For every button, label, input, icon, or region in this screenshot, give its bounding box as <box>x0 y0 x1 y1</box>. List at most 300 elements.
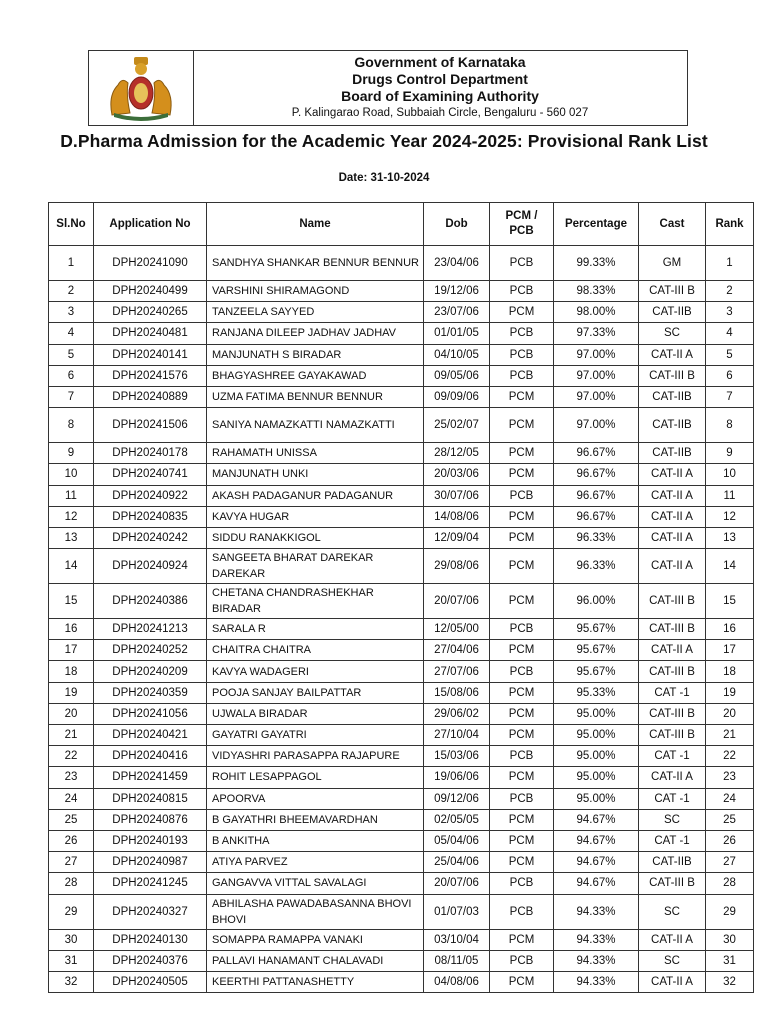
cell-dob: 20/07/06 <box>424 584 490 619</box>
cell-cast: CAT-III B <box>639 725 706 746</box>
cell-name: POOJA SANJAY BAILPATTAR <box>207 682 424 703</box>
cell-name: UZMA FATIMA BENNUR BENNUR <box>207 386 424 407</box>
cell-pcm-pcb: PCM <box>490 584 554 619</box>
cell-dob: 12/09/04 <box>424 527 490 548</box>
cell-rank: 4 <box>706 323 754 344</box>
cell-pcm-pcb: PCM <box>490 386 554 407</box>
cell-name: ABHILASHA PAWADABASANNA BHOVI BHOVI <box>207 894 424 929</box>
page-title: D.Pharma Admission for the Academic Year 2024-2025: Provisional Rank List <box>60 131 708 151</box>
table-row <box>49 894 754 929</box>
table-row <box>49 661 754 682</box>
cell-slno: 6 <box>49 365 94 386</box>
cell-rank: 11 <box>706 485 754 506</box>
cell-percentage: 95.67% <box>554 661 639 682</box>
cell-cast: CAT-IIB <box>639 852 706 873</box>
cell-cast: CAT -1 <box>639 682 706 703</box>
table-row <box>49 302 754 323</box>
col-header-pcm-pcb: PCM / PCB <box>490 203 554 246</box>
cell-percentage: 96.33% <box>554 549 639 584</box>
cell-rank: 2 <box>706 281 754 302</box>
cell-name: PALLAVI HANAMANT CHALAVADI <box>207 950 424 971</box>
cell-slno: 22 <box>49 746 94 767</box>
cell-application-no: DPH20240924 <box>94 549 207 584</box>
cell-cast: SC <box>639 894 706 929</box>
cell-name: VARSHINI SHIRAMAGOND <box>207 281 424 302</box>
col-header-rank: Rank <box>706 203 754 246</box>
cell-slno: 32 <box>49 971 94 992</box>
cell-application-no: DPH20240386 <box>94 584 207 619</box>
cell-cast: CAT-II A <box>639 971 706 992</box>
table-row <box>49 485 754 506</box>
cell-slno: 26 <box>49 830 94 851</box>
cell-application-no: DPH20241090 <box>94 246 207 281</box>
cell-dob: 02/05/05 <box>424 809 490 830</box>
cell-dob: 20/03/06 <box>424 464 490 485</box>
table-row <box>49 246 754 281</box>
cell-slno: 7 <box>49 386 94 407</box>
cell-application-no: DPH20240141 <box>94 344 207 365</box>
cell-percentage: 95.67% <box>554 640 639 661</box>
cell-percentage: 97.33% <box>554 323 639 344</box>
cell-application-no: DPH20240178 <box>94 443 207 464</box>
cell-pcm-pcb: PCM <box>490 725 554 746</box>
cell-percentage: 96.67% <box>554 506 639 527</box>
rank-list-table <box>48 202 754 993</box>
cell-application-no: DPH20240359 <box>94 682 207 703</box>
cell-percentage: 94.33% <box>554 894 639 929</box>
cell-dob: 04/08/06 <box>424 971 490 992</box>
cell-slno: 31 <box>49 950 94 971</box>
cell-dob: 23/04/06 <box>424 246 490 281</box>
cell-percentage: 94.33% <box>554 929 639 950</box>
cell-rank: 29 <box>706 894 754 929</box>
cell-slno: 29 <box>49 894 94 929</box>
cell-rank: 24 <box>706 788 754 809</box>
cell-cast: CAT-IIB <box>639 386 706 407</box>
table-row <box>49 950 754 971</box>
cell-dob: 12/05/00 <box>424 619 490 640</box>
cell-dob: 30/07/06 <box>424 485 490 506</box>
cell-name: VIDYASHRI PARASAPPA RAJAPURE <box>207 746 424 767</box>
cell-name: SOMAPPA RAMAPPA VANAKI <box>207 929 424 950</box>
cell-cast: GM <box>639 246 706 281</box>
table-body <box>49 246 754 993</box>
cell-application-no: DPH20241459 <box>94 767 207 788</box>
cell-pcm-pcb: PCM <box>490 809 554 830</box>
table-row <box>49 682 754 703</box>
cell-slno: 8 <box>49 408 94 443</box>
cell-cast: CAT-III B <box>639 873 706 894</box>
cell-dob: 08/11/05 <box>424 950 490 971</box>
cell-cast: CAT-II A <box>639 485 706 506</box>
cell-name: GANGAVVA VITTAL SAVALAGI <box>207 873 424 894</box>
cell-cast: CAT-II A <box>639 344 706 365</box>
cell-rank: 15 <box>706 584 754 619</box>
cell-name: B GAYATHRI BHEEMAVARDHAN <box>207 809 424 830</box>
cell-dob: 15/03/06 <box>424 746 490 767</box>
cell-cast: CAT-II A <box>639 929 706 950</box>
table-row <box>49 929 754 950</box>
cell-rank: 8 <box>706 408 754 443</box>
cell-dob: 01/07/03 <box>424 894 490 929</box>
cell-rank: 27 <box>706 852 754 873</box>
cell-application-no: DPH20240130 <box>94 929 207 950</box>
cell-name: ROHIT LESAPPAGOL <box>207 767 424 788</box>
cell-rank: 31 <box>706 950 754 971</box>
cell-cast: SC <box>639 950 706 971</box>
cell-rank: 7 <box>706 386 754 407</box>
col-header-slno: Sl.No <box>49 203 94 246</box>
cell-cast: CAT -1 <box>639 746 706 767</box>
cell-pcm-pcb: PCM <box>490 408 554 443</box>
cell-dob: 19/12/06 <box>424 281 490 302</box>
cell-percentage: 97.00% <box>554 365 639 386</box>
cell-rank: 32 <box>706 971 754 992</box>
cell-percentage: 94.67% <box>554 852 639 873</box>
cell-pcm-pcb: PCM <box>490 640 554 661</box>
cell-pcm-pcb: PCB <box>490 485 554 506</box>
cell-name: ATIYA PARVEZ <box>207 852 424 873</box>
cell-name: TANZEELA SAYYED <box>207 302 424 323</box>
department-line: Drugs Control Department <box>352 71 528 87</box>
cell-application-no: DPH20240505 <box>94 971 207 992</box>
cell-name: SANGEETA BHARAT DAREKAR DAREKAR <box>207 549 424 584</box>
cell-cast: CAT -1 <box>639 830 706 851</box>
cell-application-no: DPH20240741 <box>94 464 207 485</box>
cell-rank: 30 <box>706 929 754 950</box>
cell-application-no: DPH20240416 <box>94 746 207 767</box>
cell-application-no: DPH20240876 <box>94 809 207 830</box>
table-row <box>49 619 754 640</box>
cell-pcm-pcb: PCB <box>490 246 554 281</box>
cell-percentage: 95.33% <box>554 682 639 703</box>
cell-application-no: DPH20241056 <box>94 703 207 724</box>
cell-dob: 25/04/06 <box>424 852 490 873</box>
table-row <box>49 746 754 767</box>
cell-name: MANJUNATH S BIRADAR <box>207 344 424 365</box>
cell-name: AKASH PADAGANUR PADAGANUR <box>207 485 424 506</box>
cell-pcm-pcb: PCM <box>490 971 554 992</box>
cell-dob: 20/07/06 <box>424 873 490 894</box>
cell-percentage: 95.67% <box>554 619 639 640</box>
cell-dob: 14/08/06 <box>424 506 490 527</box>
header-box <box>88 50 688 126</box>
cell-rank: 17 <box>706 640 754 661</box>
cell-slno: 2 <box>49 281 94 302</box>
cell-rank: 5 <box>706 344 754 365</box>
col-header-application-no: Application No <box>94 203 207 246</box>
cell-cast: CAT-III B <box>639 703 706 724</box>
cell-application-no: DPH20240265 <box>94 302 207 323</box>
cell-application-no: DPH20241576 <box>94 365 207 386</box>
cell-name: KEERTHI PATTANASHETTY <box>207 971 424 992</box>
cell-cast: CAT-III B <box>639 584 706 619</box>
cell-slno: 4 <box>49 323 94 344</box>
document-date: Date: 31-10-2024 <box>338 172 430 184</box>
government-line: Government of Karnataka <box>354 54 526 70</box>
cell-dob: 27/04/06 <box>424 640 490 661</box>
cell-percentage: 95.00% <box>554 703 639 724</box>
cell-slno: 15 <box>49 584 94 619</box>
cell-name: UJWALA BIRADAR <box>207 703 424 724</box>
cell-slno: 10 <box>49 464 94 485</box>
cell-percentage: 95.00% <box>554 725 639 746</box>
cell-dob: 09/09/06 <box>424 386 490 407</box>
cell-application-no: DPH20241213 <box>94 619 207 640</box>
cell-pcm-pcb: PCM <box>490 302 554 323</box>
cell-percentage: 96.00% <box>554 584 639 619</box>
cell-application-no: DPH20240209 <box>94 661 207 682</box>
cell-rank: 18 <box>706 661 754 682</box>
cell-dob: 01/01/05 <box>424 323 490 344</box>
cell-dob: 27/10/04 <box>424 725 490 746</box>
cell-cast: CAT-III B <box>639 281 706 302</box>
cell-percentage: 95.00% <box>554 788 639 809</box>
cell-dob: 05/04/06 <box>424 830 490 851</box>
cell-pcm-pcb: PCB <box>490 950 554 971</box>
cell-percentage: 94.67% <box>554 830 639 851</box>
cell-application-no: DPH20240193 <box>94 830 207 851</box>
cell-percentage: 94.67% <box>554 809 639 830</box>
cell-name: RAHAMATH UNISSA <box>207 443 424 464</box>
cell-dob: 15/08/06 <box>424 682 490 703</box>
cell-percentage: 96.67% <box>554 443 639 464</box>
cell-application-no: DPH20241245 <box>94 873 207 894</box>
cell-cast: CAT-III B <box>639 365 706 386</box>
cell-pcm-pcb: PCM <box>490 549 554 584</box>
cell-pcm-pcb: PCM <box>490 852 554 873</box>
cell-pcm-pcb: PCB <box>490 619 554 640</box>
cell-rank: 22 <box>706 746 754 767</box>
cell-slno: 11 <box>49 485 94 506</box>
cell-rank: 9 <box>706 443 754 464</box>
cell-pcm-pcb: PCM <box>490 767 554 788</box>
state-emblem-icon <box>98 55 184 121</box>
table-row <box>49 703 754 724</box>
cell-application-no: DPH20240889 <box>94 386 207 407</box>
cell-pcm-pcb: PCB <box>490 788 554 809</box>
cell-pcm-pcb: PCM <box>490 506 554 527</box>
cell-slno: 28 <box>49 873 94 894</box>
table-row <box>49 788 754 809</box>
cell-name: CHAITRA CHAITRA <box>207 640 424 661</box>
table-row <box>49 365 754 386</box>
cell-percentage: 95.00% <box>554 746 639 767</box>
cell-application-no: DPH20240987 <box>94 852 207 873</box>
cell-cast: CAT-II A <box>639 506 706 527</box>
cell-application-no: DPH20240327 <box>94 894 207 929</box>
cell-name: GAYATRI GAYATRI <box>207 725 424 746</box>
cell-application-no: DPH20241506 <box>94 408 207 443</box>
table-row <box>49 281 754 302</box>
cell-name: BHAGYASHREE GAYAKAWAD <box>207 365 424 386</box>
cell-percentage: 98.33% <box>554 281 639 302</box>
cell-slno: 30 <box>49 929 94 950</box>
table-row <box>49 549 754 584</box>
cell-dob: 19/06/06 <box>424 767 490 788</box>
cell-application-no: DPH20240499 <box>94 281 207 302</box>
cell-name: KAVYA HUGAR <box>207 506 424 527</box>
cell-dob: 25/02/07 <box>424 408 490 443</box>
cell-dob: 09/05/06 <box>424 365 490 386</box>
cell-rank: 21 <box>706 725 754 746</box>
col-header-percentage: Percentage <box>554 203 639 246</box>
cell-cast: CAT-II A <box>639 464 706 485</box>
cell-slno: 5 <box>49 344 94 365</box>
cell-cast: CAT-IIB <box>639 302 706 323</box>
cell-dob: 03/10/04 <box>424 929 490 950</box>
cell-slno: 9 <box>49 443 94 464</box>
table-row <box>49 830 754 851</box>
cell-percentage: 96.67% <box>554 485 639 506</box>
cell-application-no: DPH20240815 <box>94 788 207 809</box>
cell-rank: 3 <box>706 302 754 323</box>
cell-pcm-pcb: PCB <box>490 323 554 344</box>
cell-name: B ANKITHA <box>207 830 424 851</box>
authority-line: Board of Examining Authority <box>341 88 539 104</box>
cell-rank: 12 <box>706 506 754 527</box>
cell-pcm-pcb: PCB <box>490 344 554 365</box>
cell-percentage: 98.00% <box>554 302 639 323</box>
cell-cast: CAT-II A <box>639 527 706 548</box>
cell-application-no: DPH20240242 <box>94 527 207 548</box>
cell-cast: SC <box>639 809 706 830</box>
cell-cast: SC <box>639 323 706 344</box>
table-row <box>49 443 754 464</box>
table-row <box>49 527 754 548</box>
cell-application-no: DPH20240835 <box>94 506 207 527</box>
cell-cast: CAT-IIB <box>639 443 706 464</box>
karnataka-emblem <box>89 51 194 125</box>
cell-slno: 3 <box>49 302 94 323</box>
cell-cast: CAT-III B <box>639 661 706 682</box>
table-row <box>49 464 754 485</box>
cell-percentage: 94.67% <box>554 873 639 894</box>
cell-percentage: 96.33% <box>554 527 639 548</box>
table-row <box>49 323 754 344</box>
cell-pcm-pcb: PCM <box>490 527 554 548</box>
cell-cast: CAT-IIB <box>639 408 706 443</box>
cell-percentage: 95.00% <box>554 767 639 788</box>
cell-name: SANIYA NAMAZKATTI NAMAZKATTI <box>207 408 424 443</box>
cell-name: CHETANA CHANDRASHEKHAR BIRADAR <box>207 584 424 619</box>
cell-slno: 27 <box>49 852 94 873</box>
cell-rank: 20 <box>706 703 754 724</box>
cell-application-no: DPH20240922 <box>94 485 207 506</box>
cell-application-no: DPH20240376 <box>94 950 207 971</box>
cell-pcm-pcb: PCM <box>490 830 554 851</box>
table-row <box>49 971 754 992</box>
cell-pcm-pcb: PCB <box>490 365 554 386</box>
cell-dob: 29/06/02 <box>424 703 490 724</box>
table-header-row <box>49 203 754 246</box>
cell-slno: 13 <box>49 527 94 548</box>
cell-rank: 23 <box>706 767 754 788</box>
cell-cast: CAT-II A <box>639 549 706 584</box>
cell-pcm-pcb: PCM <box>490 929 554 950</box>
table-row <box>49 386 754 407</box>
cell-slno: 16 <box>49 619 94 640</box>
cell-dob: 09/12/06 <box>424 788 490 809</box>
cell-rank: 10 <box>706 464 754 485</box>
cell-percentage: 96.67% <box>554 464 639 485</box>
cell-name: SIDDU RANAKKIGOL <box>207 527 424 548</box>
cell-slno: 17 <box>49 640 94 661</box>
cell-slno: 18 <box>49 661 94 682</box>
cell-cast: CAT -1 <box>639 788 706 809</box>
cell-slno: 14 <box>49 549 94 584</box>
cell-percentage: 94.33% <box>554 971 639 992</box>
table-row <box>49 725 754 746</box>
cell-cast: CAT-III B <box>639 619 706 640</box>
address-line: P. Kalingarao Road, Subbaiah Circle, Bengaluru - 560 027 <box>291 107 589 119</box>
cell-pcm-pcb: PCM <box>490 682 554 703</box>
table-row <box>49 408 754 443</box>
cell-pcm-pcb: PCM <box>490 464 554 485</box>
cell-percentage: 97.00% <box>554 408 639 443</box>
cell-slno: 1 <box>49 246 94 281</box>
cell-rank: 14 <box>706 549 754 584</box>
cell-rank: 13 <box>706 527 754 548</box>
cell-dob: 28/12/05 <box>424 443 490 464</box>
col-header-cast: Cast <box>639 203 706 246</box>
office-header <box>193 51 687 125</box>
cell-rank: 28 <box>706 873 754 894</box>
cell-rank: 19 <box>706 682 754 703</box>
cell-dob: 23/07/06 <box>424 302 490 323</box>
col-header-name: Name <box>207 203 424 246</box>
cell-slno: 21 <box>49 725 94 746</box>
cell-percentage: 97.00% <box>554 386 639 407</box>
cell-dob: 04/10/05 <box>424 344 490 365</box>
table-row <box>49 809 754 830</box>
table-row <box>49 873 754 894</box>
cell-cast: CAT-II A <box>639 640 706 661</box>
cell-pcm-pcb: PCB <box>490 746 554 767</box>
table-row <box>49 344 754 365</box>
table-row <box>49 852 754 873</box>
cell-percentage: 99.33% <box>554 246 639 281</box>
cell-rank: 6 <box>706 365 754 386</box>
table-row <box>49 640 754 661</box>
cell-slno: 24 <box>49 788 94 809</box>
cell-slno: 23 <box>49 767 94 788</box>
cell-pcm-pcb: PCB <box>490 873 554 894</box>
cell-rank: 1 <box>706 246 754 281</box>
cell-rank: 16 <box>706 619 754 640</box>
cell-pcm-pcb: PCM <box>490 443 554 464</box>
cell-slno: 19 <box>49 682 94 703</box>
cell-name: SARALA R <box>207 619 424 640</box>
cell-name: MANJUNATH UNKI <box>207 464 424 485</box>
cell-cast: CAT-II A <box>639 767 706 788</box>
cell-name: RANJANA DILEEP JADHAV JADHAV <box>207 323 424 344</box>
table-row <box>49 584 754 619</box>
cell-application-no: DPH20240421 <box>94 725 207 746</box>
cell-pcm-pcb: PCM <box>490 703 554 724</box>
cell-application-no: DPH20240481 <box>94 323 207 344</box>
cell-pcm-pcb: PCB <box>490 894 554 929</box>
cell-dob: 29/08/06 <box>424 549 490 584</box>
cell-pcm-pcb: PCB <box>490 661 554 682</box>
cell-slno: 12 <box>49 506 94 527</box>
cell-application-no: DPH20240252 <box>94 640 207 661</box>
cell-dob: 27/07/06 <box>424 661 490 682</box>
table-row <box>49 506 754 527</box>
cell-slno: 25 <box>49 809 94 830</box>
col-header-dob: Dob <box>424 203 490 246</box>
cell-slno: 20 <box>49 703 94 724</box>
